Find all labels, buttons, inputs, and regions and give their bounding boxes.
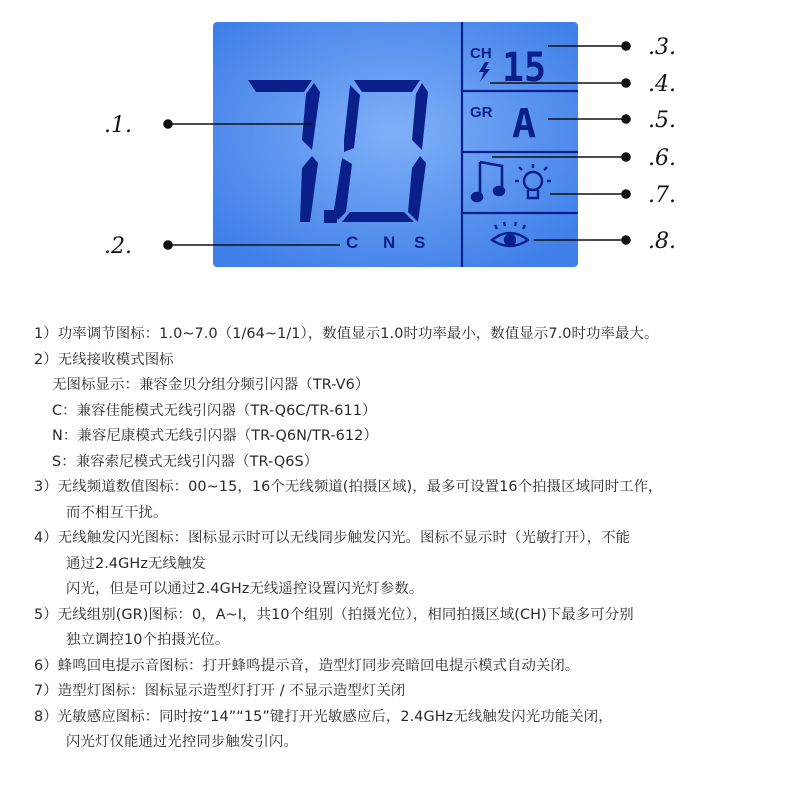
mode-letter-s: S xyxy=(414,233,426,252)
legend-line-2c: N：兼容尼康模式无线引闪器（TR-Q6N/TR-612） xyxy=(52,428,378,444)
legend-line-2: 2）无线接收模式图标 xyxy=(34,351,174,368)
legend-line-4-cont2: 闪光，但是可以通过2.4GHz无线遥控设置闪光灯参数。 xyxy=(66,581,424,597)
callout-label-1: .1. xyxy=(104,113,132,138)
callout-label-7: .7. xyxy=(648,183,676,208)
legend-line-4: 4）无线触发闪光图标：图标显示时可以无线同步触发闪光。图标不显示时（光敏打开），不能 xyxy=(34,530,631,546)
callout-label-2: .2. xyxy=(104,234,132,259)
ch-label: CH xyxy=(470,45,492,62)
legend-text xyxy=(34,322,764,756)
legend-line-2b: C：兼容佳能模式无线引闪器（TR-Q6C/TR-611） xyxy=(52,402,377,419)
legend-line-6: 6）蜂鸣回电提示音图标：打开蜂鸣提示音，造型灯同步亮暗回电提示模式自动关闭。 xyxy=(34,657,580,674)
legend-line-2d: S：兼容索尼模式无线引闪器（TR-Q6S） xyxy=(52,453,319,470)
legend-line-3-cont: 而不相互干扰。 xyxy=(66,504,168,521)
callout-label-3: .3. xyxy=(648,35,676,60)
legend-line-5: 5）无线组别(GR)图标：0，A~I，共10个组别（拍摄光位），相同拍摄区域(CH)下最多可分别 xyxy=(34,606,634,623)
callout-label-6: .6. xyxy=(648,146,676,171)
legend-line-8: 8）光敏感应图标：同时按“14”“15”键打开光敏感应后，2.4GHz无线触发闪光功能关闭， xyxy=(34,708,613,725)
legend-line-1: 1）功率调节图标：1.0~7.0（1/64~1/1），数值显示1.0时功率最小，数值显示7.0时功率最大。 xyxy=(34,326,659,342)
gr-label: GR xyxy=(470,104,493,121)
callout-label-5: .5. xyxy=(648,108,676,133)
callout-label-8: .8. xyxy=(648,229,676,254)
mode-letter-n: N xyxy=(383,233,396,252)
gr-value: A xyxy=(512,101,537,147)
callout-label-4: .4. xyxy=(648,72,676,97)
legend-line-4-cont1: 通过2.4GHz无线触发 xyxy=(66,555,206,572)
legend-line-2a: 无图标显示：兼容金贝分组分频引闪器（TR-V6） xyxy=(52,377,370,393)
legend-line-8-cont: 闪光灯仅能通过光控同步触发引闪。 xyxy=(66,734,298,750)
ch-value: 15 xyxy=(502,45,546,91)
lcd-diagram xyxy=(0,0,790,300)
mode-letter-c: C xyxy=(346,233,359,252)
legend-line-5-cont: 独立调控10个拍摄光位。 xyxy=(66,632,230,648)
legend-line-7: 7）造型灯图标：图标显示造型灯打开 / 不显示造型灯关闭 xyxy=(34,683,406,699)
legend-line-3: 3）无线频道数值图标：00~15，16个无线频道(拍摄区域)，最多可设置16个拍摄区域同时工作， xyxy=(34,479,663,495)
